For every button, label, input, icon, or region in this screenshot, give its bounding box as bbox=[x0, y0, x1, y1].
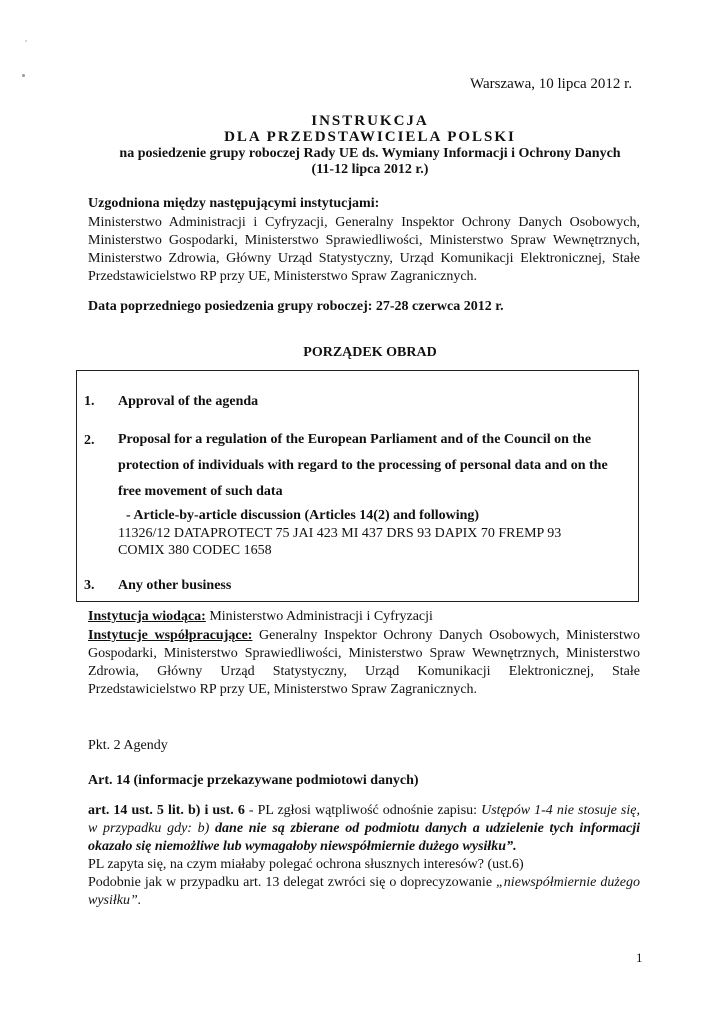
agenda-item-1: Approval of the agenda bbox=[118, 394, 259, 409]
article-body bbox=[88, 802, 640, 910]
date-line: Warszawa, 10 lipca 2012 r. bbox=[470, 76, 633, 92]
agenda-item-3: Any other business bbox=[118, 578, 232, 593]
article-quote-intro: Ustępów 1-4 nie stosuje się, w przypadku gdy: b) bbox=[88, 803, 640, 836]
agenda-item-number: 2. bbox=[84, 433, 95, 448]
article-quote-main: dane nie są zbierane od podmiotu danych a udzielenie tych informacji okazało się niemożliwe lub wymagałoby niewspółmiernie dużego wysiłku bbox=[88, 821, 640, 854]
article-heading: Art. 14 (informacje przekazywane podmiotowi danych) bbox=[88, 773, 419, 788]
coop-institutions-value: Generalny Inspektor Ochrony Danych Osobowych, Ministerstwo Gospodarki, Ministerstwo Sprawiedliwości, Ministerstwo Spraw Wewnętrznych, Ministerstwo Zdrowia, Główny Urząd Statystyczny, Urząd Komunikacji Elektronicznej, Stałe Przedstawicielstwo RP przy UE, Ministerstwo Spraw Zagranicznych. bbox=[88, 628, 640, 697]
article-clarify bbox=[88, 874, 640, 910]
title-instrukcja: INSTRUKCJA bbox=[311, 113, 429, 129]
agenda-item-2-codes: 11326/12 DATAPROTECT 75 JAI 423 MI 437 DRS 93 DAPIX 70 FREMP 93 COMIX 380 CODEC 1658 bbox=[118, 526, 562, 558]
coop-institutions-label: Instytucje współpracujące: bbox=[88, 628, 253, 643]
article-ref: art. 14 ust. 5 lit. b) i ust. 6 bbox=[88, 803, 245, 818]
agenda-item-number: 1. bbox=[84, 394, 95, 409]
agenda-heading: PORZĄDEK OBRAD bbox=[303, 345, 437, 360]
agenda-item-number: 3. bbox=[84, 578, 95, 593]
article-question: PL zapyta się, na czym miałaby polegać ochrona słusznych interesów? (ust.6) bbox=[88, 857, 524, 872]
agreed-institutions: Ministerstwo Administracji i Cyfryzacji, Generalny Inspektor Ochrony Danych Osobowych, Ministerstwo Gospodarki, Ministerstwo Sprawiedliwości, Ministerstwo Spraw Wewnętrznych, Ministerstwo Zdrowia, Główny Urząd Statystyczny, Urząd Komunikacji Elektronicznej, Stałe Przedstawicielstwo RP przy UE, Ministerstwo Spraw Zagranicznych. bbox=[88, 215, 640, 284]
scan-speck bbox=[22, 74, 25, 77]
article-dash: - PL zgłosi wątpliwość odnośnie zapisu: bbox=[244, 803, 482, 818]
title-dates: (11-12 lipca 2012 r.) bbox=[311, 162, 429, 177]
agenda-item-2: Proposal for a regulation of the European Parliament and of the Council on the protection of individuals with regard to the processing of personal data and on the free movement of such data bbox=[118, 432, 608, 499]
lead-institution bbox=[88, 609, 433, 625]
article-clarify-end: ”. bbox=[130, 893, 142, 908]
agenda-point: Pkt. 2 Agendy bbox=[88, 738, 168, 753]
lead-institution-label: Instytucja wiodąca: bbox=[88, 609, 206, 624]
agenda-item-2-sub: - Article-by-article discussion (Articles 14(2) and following) bbox=[126, 508, 480, 523]
article-remark bbox=[88, 802, 640, 856]
title-representative: DLA PRZEDSTAWICIELA POLSKI bbox=[224, 129, 516, 145]
article-clarify-text: Podobnie jak w przypadku art. 13 delegat zwróci się o doprecyzowanie bbox=[88, 875, 497, 890]
coop-institutions bbox=[88, 627, 640, 699]
page-number: 1 bbox=[636, 950, 643, 965]
scan-speck bbox=[25, 40, 27, 42]
previous-meeting: Data poprzedniego posiedzenia grupy roboczej: 27-28 czerwca 2012 r. bbox=[88, 299, 504, 314]
article-quote-end: ”. bbox=[506, 839, 517, 854]
lead-institution-value: Ministerstwo Administracji i Cyfryzacji bbox=[205, 609, 433, 624]
title-meeting: na posiedzenie grupy roboczej Rady UE ds. Wymiany Informacji i Ochrony Danych bbox=[119, 146, 621, 161]
agreed-heading: Uzgodniona między następującymi instytucjami: bbox=[88, 196, 380, 211]
article-clarify-quote: „niewspółmiernie dużego wysiłku bbox=[88, 875, 640, 908]
